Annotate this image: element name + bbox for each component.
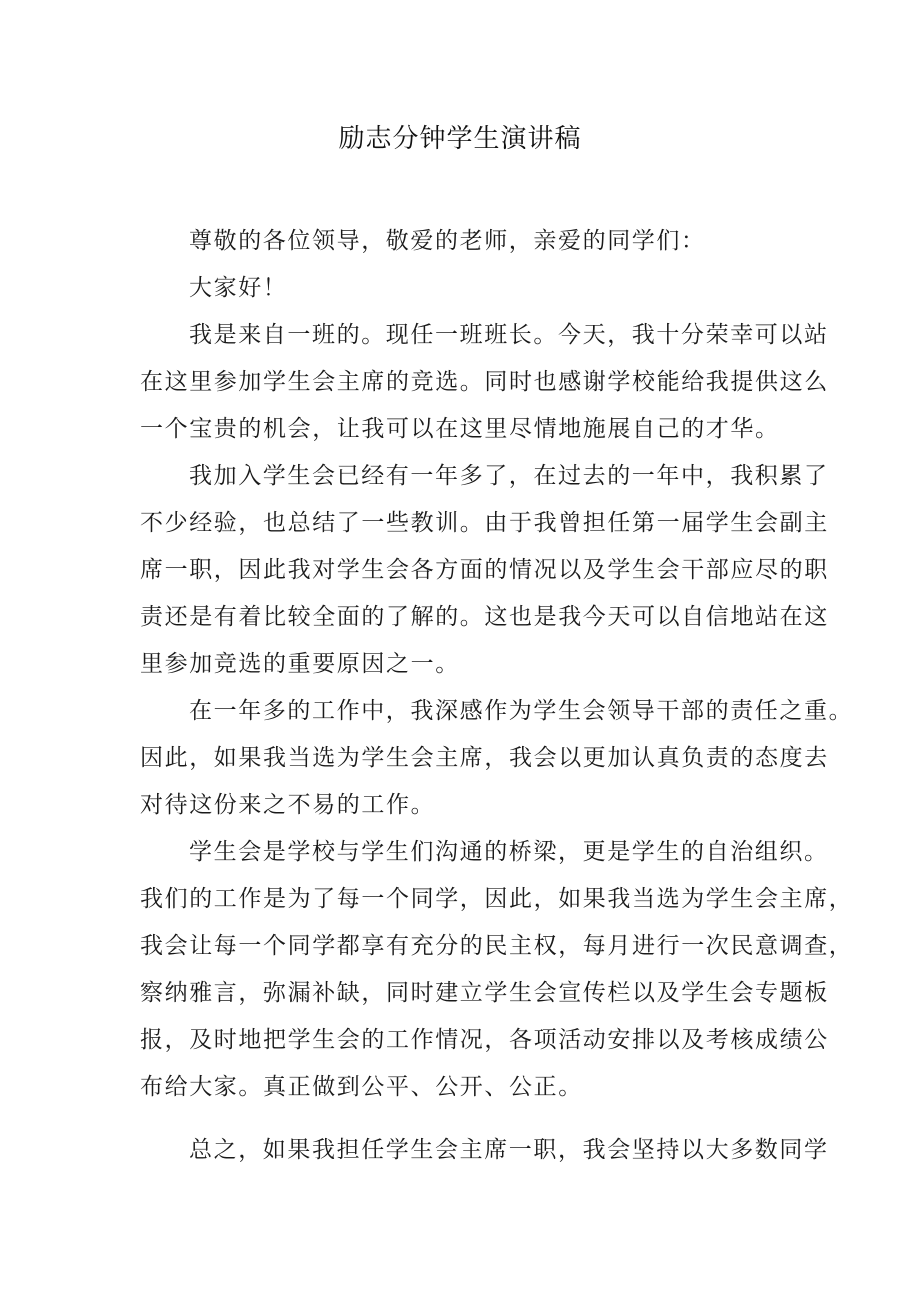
greeting-line: 大家好！ <box>189 275 288 301</box>
paragraph-1-line-1: 我是来自一班的。现任一班班长。今天，我十分荣幸可以站 <box>189 322 829 348</box>
paragraph-4-line-6: 布给大家。真正做到公平、公开、公正。 <box>140 1074 583 1100</box>
paragraph-5-line-1: 总之，如果我担任学生会主席一职，我会坚持以大多数同学 <box>189 1137 829 1163</box>
paragraph-4-line-2: 我们的工作是为了每一个同学，因此，如果我当选为学生会主席， <box>140 886 854 912</box>
paragraph-1-line-3: 一个宝贵的机会，让我可以在这里尽情地施展自己的才华。 <box>140 416 780 442</box>
document-title: 励志分钟学生演讲稿 <box>338 124 582 154</box>
paragraph-4-line-3: 我会让每一个同学都享有充分的民主权，每月进行一次民意调查， <box>140 933 854 959</box>
paragraph-2-line-3: 席一职，因此我对学生会各方面的情况以及学生会干部应尽的职 <box>140 557 829 583</box>
paragraph-2-line-2: 不少经验，也总结了一些教训。由于我曾担任第一届学生会副主 <box>140 510 829 536</box>
paragraph-4-line-5: 报，及时地把学生会的工作情况，各项活动安排以及考核成绩公 <box>140 1027 829 1053</box>
paragraph-3-line-1: 在一年多的工作中，我深感作为学生会领导干部的责任之重。 <box>189 698 854 724</box>
paragraph-4-line-4: 察纳雅言，弥漏补缺，同时建立学生会宣传栏以及学生会专题板 <box>140 980 829 1006</box>
paragraph-2-line-4: 责还是有着比较全面的了解的。这也是我今天可以自信地站在这 <box>140 604 829 630</box>
paragraph-2-line-5: 里参加竞选的重要原因之一。 <box>140 651 460 677</box>
salutation-line: 尊敬的各位领导，敬爱的老师，亲爱的同学们： <box>189 228 706 254</box>
paragraph-1-line-2: 在这里参加学生会主席的竞选。同时也感谢学校能给我提供这么 <box>140 369 829 395</box>
paragraph-2-line-1: 我加入学生会已经有一年多了，在过去的一年中，我积累了 <box>189 463 829 489</box>
paragraph-3-line-2: 因此，如果我当选为学生会主席，我会以更加认真负责的态度去 <box>140 745 829 771</box>
paragraph-3-line-3: 对待这份来之不易的工作。 <box>140 792 436 818</box>
paragraph-4-line-1: 学生会是学校与学生们沟通的桥梁，更是学生的自治组织。 <box>189 839 829 865</box>
